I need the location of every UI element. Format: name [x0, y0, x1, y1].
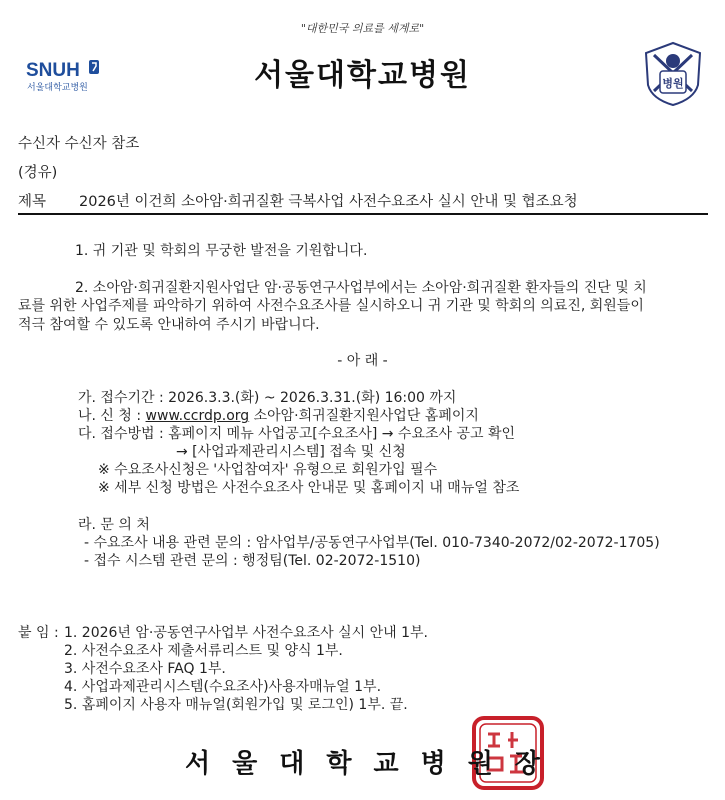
detail-d-contact: 라. 문 의 처 — [78, 517, 150, 533]
attachment-item: 3. 사전수요조사 FAQ 1부. — [64, 661, 226, 677]
org-title: 서울대학교병원 — [254, 58, 471, 93]
subject-label: 제목 — [18, 194, 47, 210]
detail-c-method: 다. 접수방법 : 홈페이지 메뉴 사업공고[수요조사] → 수요조사 공고 확인 — [78, 426, 516, 442]
attachment-item: 2. 사전수요조사 제출서류리스트 및 양식 1부. — [64, 643, 343, 659]
detail-a-period: 가. 접수기간 : 2026.3.3.(화) ~ 2026.3.31.(화) 16:00 까지 — [78, 390, 457, 406]
logo-text: SNUH — [26, 60, 80, 81]
subject-value: 2026년 이건희 소아암·희귀질환 극복사업 사전수요조사 실시 안내 및 협조요청 — [79, 194, 578, 210]
emblem-text: 병원 — [662, 77, 684, 90]
subject-divider — [18, 213, 708, 215]
detail-b-prefix: 나. 신 청 : — [78, 408, 146, 424]
signature-title: 서울대학교병원장 — [185, 749, 562, 779]
attachments-label: 붙 임 : — [18, 625, 59, 641]
ccrdp-link[interactable]: www.ccrdp.org — [145, 408, 250, 424]
attachment-item: 4. 사업과제관리시스템(수요조사)사용자매뉴얼 1부. — [64, 679, 382, 695]
detail-b-suffix: 소아암·희귀질환지원사업단 홈페이지 — [249, 408, 479, 424]
snu-emblem — [642, 41, 704, 107]
attachment-item: 5. 홈페이지 사용자 매뉴얼(회원가입 및 로그인) 1부. 끝. — [64, 697, 408, 713]
note-manual: ※ 세부 신청 방법은 사전수요조사 안내문 및 홈페이지 내 매뉴얼 참조 — [98, 480, 520, 496]
paragraph-2-line1: 2. 소아암·희귀질환지원사업단 암·공동연구사업부에서는 소아암·희귀질환 환자들의 진단 및 치 — [75, 280, 647, 296]
paragraph-2-line3: 적극 참여할 수 있도록 안내하여 주시기 바랍니다. — [18, 317, 320, 333]
contact-system: - 접수 시스템 관련 문의 : 행정팀(Tel. 02-2072-1510) — [84, 553, 421, 569]
below-marker: - 아 래 - — [337, 353, 388, 369]
logo-subtext: 서울대학교병원 — [27, 83, 88, 93]
contact-survey: - 수요조사 내용 관련 문의 : 암사업부/공동연구사업부(Tel. 010-7340-2072/02-2072-1705) — [84, 535, 660, 551]
attachment-item: 1. 2026년 암·공동연구사업부 사전수요조사 실시 안내 1부. — [64, 625, 428, 641]
motto-text: "대한민국 의료를 세계로" — [300, 22, 425, 35]
paragraph-2-line2: 료를 위한 사업주제를 파악하기 위하여 사전수요조사를 실시하오니 귀 기관 및 학회의 의료진, 회원들이 — [18, 298, 644, 314]
detail-c-method-cont: → [사업과제관리시스템] 접속 및 신청 — [176, 444, 406, 460]
recipient-line: 수신자 수신자 참조 — [18, 136, 140, 152]
detail-b-apply — [78, 405, 479, 425]
paragraph-1: 1. 귀 기관 및 학회의 무궁한 발전을 기원합니다. — [75, 243, 368, 259]
note-signup: ※ 수요조사신청은 '사업참여자' 유형으로 회원가입 필수 — [98, 462, 438, 478]
via-line: (경유) — [18, 165, 58, 181]
